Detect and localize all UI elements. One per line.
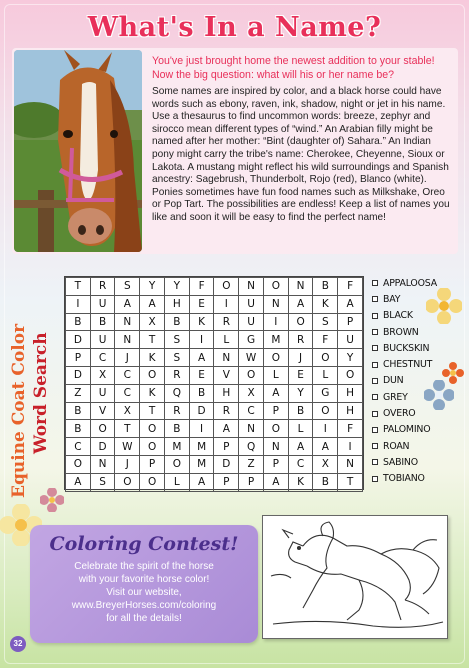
grid-row: [66, 402, 363, 420]
grid-cell: B: [66, 420, 91, 438]
grid-cell: P: [66, 349, 91, 367]
grid-cell: U: [338, 331, 363, 349]
word-label: TOBIANO: [383, 473, 425, 485]
grid-cell: T: [338, 473, 363, 491]
grid-cell: P: [214, 438, 239, 456]
grid-cell: K: [140, 384, 165, 402]
grid-cell: N: [239, 278, 264, 296]
grid-cell: A: [263, 473, 288, 491]
word-label: CHESTNUT: [383, 359, 433, 371]
grid-cell: A: [189, 349, 214, 367]
grid-cell: O: [239, 366, 264, 384]
grid-cell: O: [115, 473, 140, 491]
grid-cell: T: [140, 331, 165, 349]
grid-cell: F: [338, 278, 363, 296]
grid-cell: T: [140, 402, 165, 420]
grid-cell: A: [263, 384, 288, 402]
grid-cell: S: [115, 278, 140, 296]
contest-line: Visit our website,: [106, 587, 182, 598]
checkbox-icon[interactable]: [372, 280, 378, 286]
grid-row: [66, 295, 363, 313]
flower-icon: [424, 380, 454, 410]
grid-cell: P: [239, 473, 264, 491]
grid-cell: U: [90, 384, 115, 402]
grid-cell: U: [90, 295, 115, 313]
word-list-item: [372, 471, 462, 487]
checkbox-icon[interactable]: [372, 394, 378, 400]
grid-cell: U: [239, 295, 264, 313]
flower-icon: [426, 288, 462, 324]
grid-cell: C: [66, 438, 91, 456]
grid-row: [66, 278, 363, 296]
grid-cell: B: [66, 313, 91, 331]
grid-cell: N: [214, 349, 239, 367]
grid-cell: W: [239, 349, 264, 367]
grid-cell: D: [189, 402, 214, 420]
grid-cell: X: [239, 384, 264, 402]
contest-line: Celebrate the spirit of the horse: [74, 561, 214, 572]
grid-cell: R: [164, 402, 189, 420]
grid-cell: O: [90, 420, 115, 438]
grid-cell: K: [313, 295, 338, 313]
checkbox-icon[interactable]: [372, 459, 378, 465]
grid-cell: O: [140, 366, 165, 384]
grid-cell: O: [313, 349, 338, 367]
grid-cell: N: [239, 420, 264, 438]
word-list-item: [372, 422, 462, 438]
grid-cell: X: [115, 402, 140, 420]
grid-cell: E: [189, 295, 214, 313]
checkbox-icon[interactable]: [372, 329, 378, 335]
grid-cell: Q: [239, 438, 264, 456]
grid-cell: V: [214, 366, 239, 384]
flower-icon: [40, 488, 64, 512]
grid-cell: J: [115, 349, 140, 367]
grid-cell: U: [90, 331, 115, 349]
grid-cell: Z: [66, 384, 91, 402]
grid-cell: J: [115, 455, 140, 473]
word-search-side-title: [4, 266, 52, 502]
grid-cell: N: [115, 313, 140, 331]
grid-cell: N: [115, 331, 140, 349]
grid-cell: C: [115, 384, 140, 402]
word-list-item: [372, 438, 462, 454]
grid-row: [66, 366, 363, 384]
grid-row: [66, 420, 363, 438]
grid-cell: I: [263, 313, 288, 331]
grid-cell: R: [164, 366, 189, 384]
grid-cell: A: [66, 473, 91, 491]
page-title: What's In a Name?: [87, 12, 382, 43]
word-label: SABINO: [383, 456, 418, 468]
grid-cell: Y: [338, 349, 363, 367]
grid-cell: N: [263, 295, 288, 313]
grid-cell: M: [189, 455, 214, 473]
page-number: 32: [10, 636, 26, 652]
grid-cell: O: [214, 278, 239, 296]
grid-cell: B: [288, 402, 313, 420]
grid-cell: L: [288, 420, 313, 438]
grid-cell: K: [140, 349, 165, 367]
word-label: BROWN: [383, 326, 419, 338]
grid-cell: H: [164, 295, 189, 313]
grid-cell: Y: [288, 384, 313, 402]
grid-cell: R: [288, 331, 313, 349]
grid-cell: P: [140, 455, 165, 473]
word-list-item: [372, 340, 462, 356]
grid-cell: B: [90, 313, 115, 331]
grid-cell: A: [338, 295, 363, 313]
grid-cell: N: [338, 455, 363, 473]
grid-cell: O: [66, 455, 91, 473]
contest-line: with your favorite horse color!: [78, 574, 210, 585]
grid-cell: A: [288, 438, 313, 456]
grid-cell: P: [338, 313, 363, 331]
grid-cell: P: [214, 473, 239, 491]
grid-cell: O: [263, 278, 288, 296]
grid-cell: O: [313, 402, 338, 420]
grid-cell: H: [214, 384, 239, 402]
grid-cell: X: [313, 455, 338, 473]
grid-cell: U: [239, 313, 264, 331]
word-search-grid: [64, 276, 364, 490]
grid-cell: M: [164, 438, 189, 456]
grid-cell: A: [313, 438, 338, 456]
word-label: BAY: [383, 293, 401, 305]
word-label: GREY: [383, 391, 408, 403]
intro-lead: You've just brought home the newest addition to your stable! Now the big question: what will his or her name be?: [152, 55, 435, 81]
word-label: OVERO: [383, 408, 416, 420]
contest-line: for all the details!: [106, 613, 182, 624]
grid-cell: O: [164, 455, 189, 473]
grid-cell: X: [90, 366, 115, 384]
checkbox-icon[interactable]: [372, 443, 378, 449]
grid-cell: F: [313, 331, 338, 349]
word-label: BUCKSKIN: [383, 342, 430, 354]
grid-cell: X: [140, 313, 165, 331]
grid-cell: C: [115, 366, 140, 384]
grid-row: [66, 438, 363, 456]
grid-cell: Y: [164, 278, 189, 296]
grid-cell: B: [313, 278, 338, 296]
checkbox-icon[interactable]: [372, 476, 378, 482]
grid-cell: T: [115, 420, 140, 438]
grid-cell: D: [214, 455, 239, 473]
grid-cell: I: [338, 438, 363, 456]
grid-cell: H: [338, 384, 363, 402]
word-label: PALOMINO: [383, 424, 431, 436]
grid-cell: K: [189, 313, 214, 331]
word-label: APPALOOSA: [383, 277, 437, 289]
grid-cell: H: [338, 402, 363, 420]
grid-cell: K: [288, 473, 313, 491]
side-title-line1: Equine Coat Color: [9, 323, 29, 498]
grid-cell: N: [90, 455, 115, 473]
grid-cell: I: [189, 420, 214, 438]
grid-cell: P: [263, 455, 288, 473]
grid-row: [66, 313, 363, 331]
grid-row: [66, 384, 363, 402]
grid-cell: B: [164, 420, 189, 438]
grid-cell: W: [115, 438, 140, 456]
grid-cell: D: [66, 366, 91, 384]
grid-cell: N: [263, 438, 288, 456]
grid-cell: Z: [239, 455, 264, 473]
grid-cell: L: [313, 366, 338, 384]
grid-cell: A: [115, 295, 140, 313]
intro-body: Some names are inspired by color, and a black horse could have words such as ebony, raven, ink, shadow, night or jet in his name. Use a thesaurus to find uncommon words: breeze, zephyr and sirocco mean different types of “wind.” An Arabian filly might be named after her mother: “Bint (daughter of) Sahara.” An Indian pony might carry the tribe's name: Cherokee, Cheyenne, Sioux or Lakota. A mustang might reflect his wild surroundings and Spanish ancestry: Sagebrush, Thunderbolt, Rojo (red), Blanco (white). Ponies sometimes have fun food names such as Milkshake, Oreo or Pop Tart. The possibilities are endless! Keep a list of names you like and soon it will be easy to find the perfect name!: [152, 86, 450, 223]
grid-cell: A: [288, 295, 313, 313]
checkbox-icon[interactable]: [372, 296, 378, 302]
grid-cell: O: [338, 366, 363, 384]
horse-photo: [14, 50, 142, 252]
grid-cell: M: [263, 331, 288, 349]
grid-cell: C: [90, 349, 115, 367]
grid-cell: O: [140, 473, 165, 491]
grid-cell: I: [214, 295, 239, 313]
grid-cell: A: [214, 420, 239, 438]
grid-cell: Y: [140, 278, 165, 296]
grid-cell: I: [313, 420, 338, 438]
grid-cell: O: [288, 313, 313, 331]
checkbox-icon[interactable]: [372, 427, 378, 433]
grid-cell: M: [189, 438, 214, 456]
grid-cell: P: [263, 402, 288, 420]
grid-cell: B: [164, 313, 189, 331]
grid-cell: T: [66, 278, 91, 296]
grid-cell: R: [90, 278, 115, 296]
grid-cell: G: [239, 331, 264, 349]
grid-cell: L: [263, 366, 288, 384]
grid-cell: O: [140, 438, 165, 456]
grid-cell: D: [66, 331, 91, 349]
grid-cell: S: [313, 313, 338, 331]
grid-cell: N: [288, 278, 313, 296]
grid-row: [66, 473, 363, 491]
grid-cell: E: [189, 366, 214, 384]
grid-cell: L: [164, 473, 189, 491]
word-list-item: [372, 324, 462, 340]
contest-website-link[interactable]: www.BreyerHorses.com/coloring: [71, 600, 217, 611]
grid-cell: G: [313, 384, 338, 402]
grid-cell: I: [66, 295, 91, 313]
grid-cell: B: [313, 473, 338, 491]
grid-cell: F: [338, 420, 363, 438]
coloring-horse-drawing: [262, 515, 448, 639]
grid-row: [66, 455, 363, 473]
grid-cell: C: [288, 455, 313, 473]
grid-cell: S: [90, 473, 115, 491]
grid-cell: B: [66, 402, 91, 420]
grid-cell: A: [140, 295, 165, 313]
grid-row: [66, 349, 363, 367]
checkbox-icon[interactable]: [372, 362, 378, 368]
grid-cell: S: [164, 331, 189, 349]
checkbox-icon[interactable]: [372, 313, 378, 319]
side-title-line2: Word Search: [31, 332, 51, 454]
checkbox-icon[interactable]: [372, 345, 378, 351]
word-list-item: [372, 454, 462, 470]
grid-cell: L: [214, 331, 239, 349]
grid-cell: J: [288, 349, 313, 367]
grid-cell: O: [263, 349, 288, 367]
grid-cell: E: [288, 366, 313, 384]
grid-cell: B: [189, 384, 214, 402]
grid-cell: R: [214, 402, 239, 420]
grid-row: [66, 331, 363, 349]
word-label: ROAN: [383, 440, 410, 452]
grid-cell: O: [140, 420, 165, 438]
grid-cell: I: [189, 331, 214, 349]
grid-cell: F: [189, 278, 214, 296]
grid-cell: A: [189, 473, 214, 491]
contest-text: [38, 560, 250, 625]
checkbox-icon[interactable]: [372, 378, 378, 384]
grid-cell: R: [214, 313, 239, 331]
grid-cell: V: [90, 402, 115, 420]
grid-cell: Q: [164, 384, 189, 402]
grid-cell: S: [164, 349, 189, 367]
checkbox-icon[interactable]: [372, 411, 378, 417]
grid-cell: C: [239, 402, 264, 420]
word-label: BLACK: [383, 310, 413, 322]
contest-title: Coloring Contest!: [49, 533, 239, 555]
grid-cell: D: [90, 438, 115, 456]
word-label: DUN: [383, 375, 404, 387]
grid-cell: O: [263, 420, 288, 438]
